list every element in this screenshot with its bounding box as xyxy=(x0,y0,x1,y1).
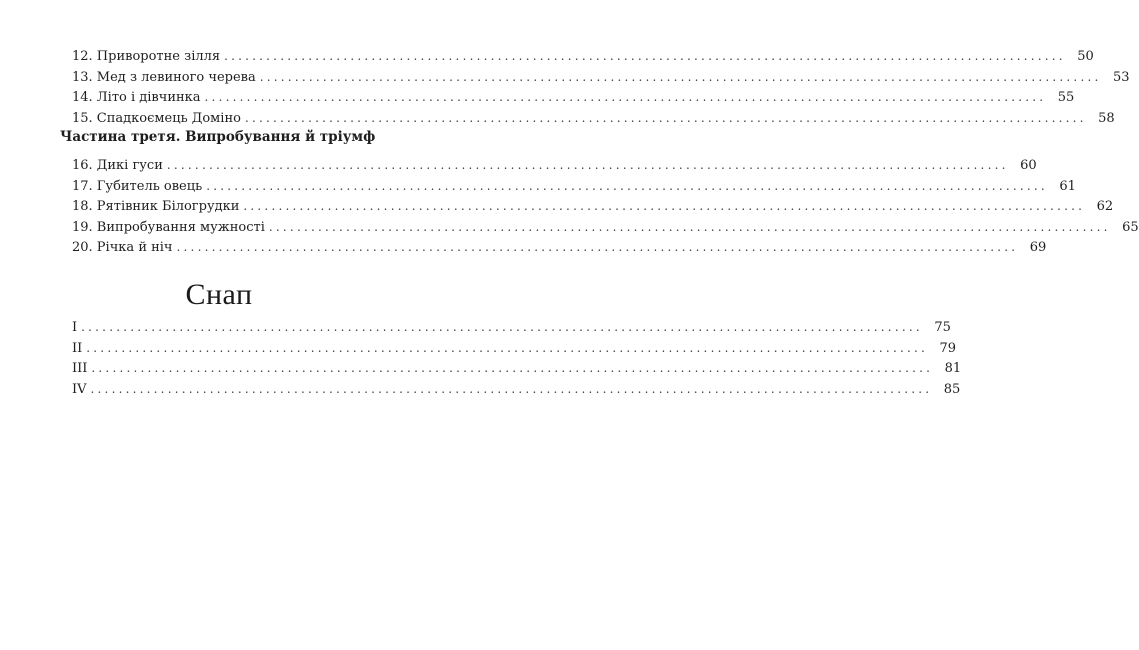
toc-entry-page: 60 xyxy=(1020,158,1037,173)
toc-leader-dots: ........................................................................................................................ xyxy=(90,381,933,396)
toc-entry-page: 79 xyxy=(939,340,957,356)
toc-entry-page: 53 xyxy=(1112,69,1130,85)
toc-entry-page: 81 xyxy=(944,361,962,376)
toc-leader-dots: ........................................................................................................................ xyxy=(206,178,1048,193)
toc-entry-page: 62 xyxy=(1096,199,1114,214)
toc-entry-page: 85 xyxy=(943,381,961,397)
toc-entry-page: 61 xyxy=(1059,178,1076,194)
toc-leader-dots: ........................................................................................................................ xyxy=(86,340,929,355)
toc-entry-title: 12. Приворотне зілля xyxy=(72,49,221,64)
toc-entry-title: 16. Дикі гуси xyxy=(72,158,163,173)
toc-leader-dots: ........................................................................................................................ xyxy=(268,219,1111,234)
toc-leader-dots: ........................................................................................................................ xyxy=(224,49,1066,63)
toc-entry[interactable] xyxy=(72,317,951,338)
toc-entry-title: 13. Мед з левиного черева xyxy=(72,69,256,85)
toc-entry-page: 55 xyxy=(1057,90,1075,105)
toc-entry[interactable] xyxy=(72,196,1114,217)
toc-leader-dots: ........................................................................................................................ xyxy=(204,90,1047,104)
toc-list-part-two xyxy=(72,46,1130,128)
toc-entry-title: III xyxy=(72,361,88,376)
toc-entry[interactable] xyxy=(72,67,1130,88)
toc-leader-dots: ........................................................................................................................ xyxy=(176,240,1019,254)
toc-entry[interactable] xyxy=(72,108,1115,129)
toc-entry-page: 69 xyxy=(1029,240,1047,255)
toc-entry-title: II xyxy=(72,340,83,356)
toc-entry-page: 75 xyxy=(934,320,951,335)
toc-list-snap xyxy=(72,317,962,399)
toc-entry-title: 20. Річка й ніч xyxy=(72,240,173,255)
toc-leader-dots: ........................................................................................................................ xyxy=(243,199,1086,213)
toc-entry-title: 14. Літо і дівчинка xyxy=(72,90,201,105)
toc-entry-title: IV xyxy=(72,381,87,397)
toc-entry[interactable] xyxy=(72,237,1047,258)
toc-leader-dots: ........................................................................................................................ xyxy=(259,69,1102,84)
toc-entry[interactable] xyxy=(72,338,957,359)
toc-entry[interactable] xyxy=(72,379,961,400)
toc-leader-dots: ........................................................................................................................ xyxy=(81,320,923,334)
toc-entry-title: 19. Випробування мужності xyxy=(72,219,265,235)
toc-entry[interactable] xyxy=(72,87,1075,108)
toc-entry[interactable] xyxy=(72,358,962,379)
toc-leader-dots: ........................................................................................................................ xyxy=(91,361,934,375)
toc-entry[interactable] xyxy=(72,217,1139,238)
toc-entry[interactable] xyxy=(72,176,1076,197)
toc-leader-dots: ........................................................................................................................ xyxy=(244,110,1087,125)
toc-entry[interactable] xyxy=(72,155,1037,176)
toc-entry-title: 15. Спадкоємець Доміно xyxy=(72,110,241,126)
snap-section-title: Снап xyxy=(185,278,253,311)
toc-entry-page: 58 xyxy=(1098,110,1115,126)
toc-entry-page: 65 xyxy=(1122,219,1139,235)
toc-entry-title: 18. Рятівник Білогрудки xyxy=(72,199,240,214)
toc-entry[interactable] xyxy=(72,46,1094,67)
toc-leader-dots: ........................................................................................................................ xyxy=(166,158,1009,172)
toc-list-part-three xyxy=(72,155,1139,258)
part-three-heading: Частина третя. Випробування й тріумф xyxy=(60,129,376,145)
toc-entry-title: 17. Губитель овець xyxy=(72,178,203,194)
toc-entry-title: I xyxy=(72,320,78,335)
toc-entry-page: 50 xyxy=(1077,49,1094,64)
